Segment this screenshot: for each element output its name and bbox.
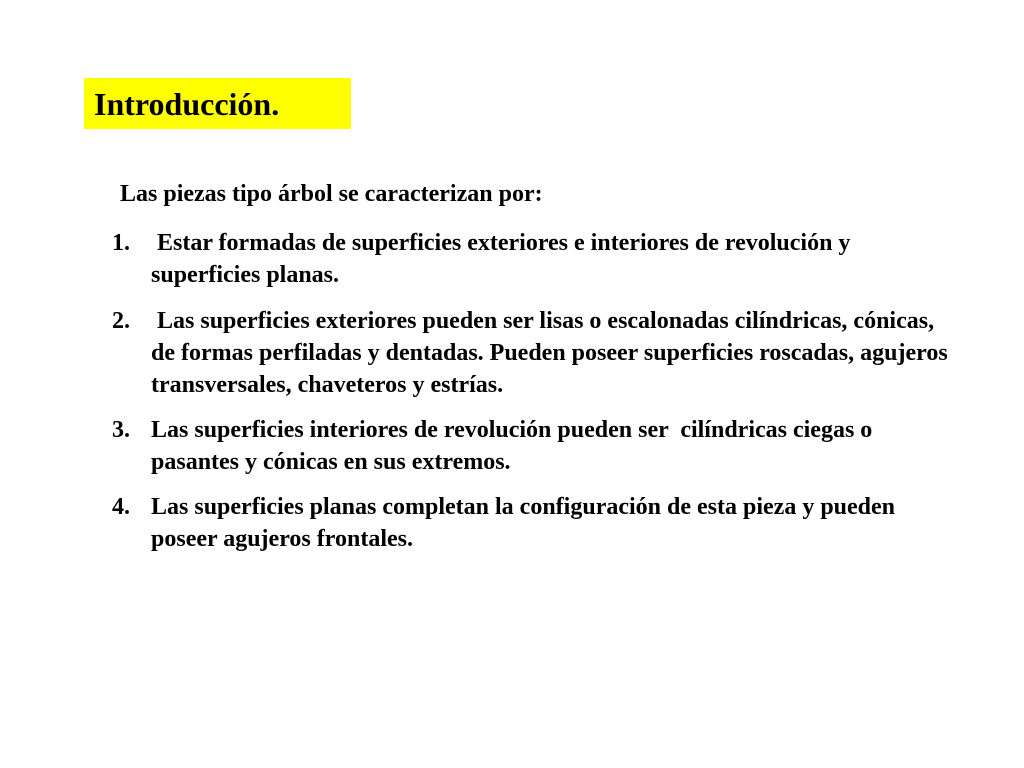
list-item-number: 4. [112,494,130,520]
list-item-number: 2. [112,308,130,334]
list-item-number: 1. [112,230,130,256]
intro-text: Las piezas tipo árbol se caracterizan por: [120,181,543,207]
list-item [112,414,962,478]
title-highlight-box [84,78,351,129]
list-item-text: Las superficies exteriores pueden ser lisas o escalonadas cilíndricas, cónicas, de formas perfiladas y dentadas. Pueden poseer superficies roscadas, agujeros transversales, chaveteros y estrías. [151,308,954,398]
list-item-number: 3. [112,417,130,443]
list-item-text: Estar formadas de superficies exteriores e interiores de revolución y superficies planas. [151,230,857,288]
list-item [112,227,962,291]
list-item-text: Las superficies interiores de revolución pueden ser cilíndricas ciegas o pasantes y cónicas en sus extremos. [151,417,879,475]
characteristics-list [112,227,962,569]
slide-title: Introducción. [94,86,280,122]
list-item-text: Las superficies planas completan la configuración de esta pieza y pueden poseer agujeros frontales. [151,494,902,552]
list-item [112,491,962,555]
list-item [112,305,962,401]
